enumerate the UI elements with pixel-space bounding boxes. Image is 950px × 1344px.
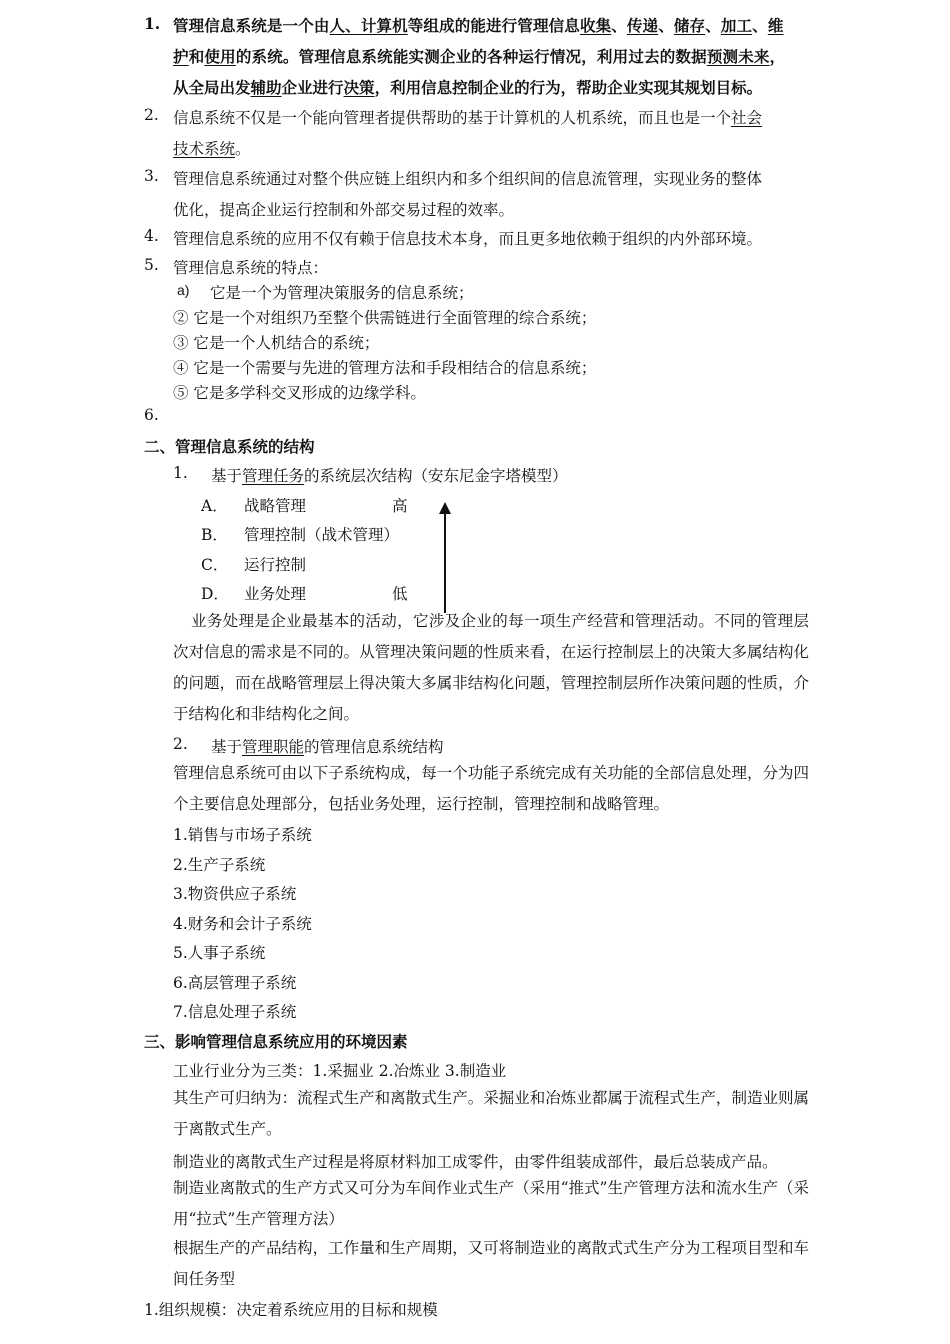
level-label: 战略管理 bbox=[244, 497, 307, 515]
subsystem-item: 2.生产子系统 bbox=[173, 856, 266, 874]
subsystem-item: 3.物资供应子系统 bbox=[173, 885, 297, 903]
item-1-line-2 bbox=[173, 45, 785, 67]
level-label: 业务处理 bbox=[244, 585, 307, 603]
underlined-term: 收集 bbox=[579, 16, 612, 35]
subsystem-item: 1.销售与市场子系统 bbox=[173, 826, 312, 844]
item-4-text: 管理信息系统的应用不仅有赖于信息技术本身，而且更多地依赖于组织的内外部环境。 bbox=[173, 230, 763, 248]
text-run: 和 bbox=[188, 47, 205, 66]
level-high-mark: 高 bbox=[392, 497, 408, 515]
text-run: 管理信息系统是一个由 bbox=[173, 16, 330, 35]
underlined-term: 储存 bbox=[673, 16, 706, 35]
item-1-line-1 bbox=[173, 14, 783, 36]
level-letter: C． bbox=[201, 556, 229, 574]
item-5-text: 管理信息系统的特点： bbox=[173, 259, 329, 277]
section-3-heading: 三、影响管理信息系统应用的环境因素 bbox=[144, 1032, 408, 1051]
underlined-term: 预测未来 bbox=[706, 47, 770, 66]
text-run: 、 bbox=[752, 16, 768, 35]
underlined-term: 维 bbox=[767, 16, 784, 35]
item-2-line-2 bbox=[173, 137, 251, 159]
subsection-2-number: 2. bbox=[173, 735, 188, 753]
function-paragraph: 管理信息系统可由以下子系统构成，每一个功能子系统完成有关功能的全部信息处理，分为四个主要信息处理部分，包括业务处理，运行控制，管理控制和战略管理。 bbox=[173, 764, 809, 813]
level-letter: D． bbox=[201, 585, 229, 603]
subsection-1-number: 1. bbox=[173, 464, 188, 482]
underlined-term: 决策 bbox=[343, 78, 375, 97]
text-run: 信息系统不仅是一个能向管理者提供帮助的基于计算机的人机系统，而且也是一个 bbox=[173, 109, 732, 127]
arrow-shaft bbox=[444, 511, 446, 613]
item-2-line-1 bbox=[173, 106, 762, 128]
factor-item-1: 1.组织规模：决定着系统应用的目标和规模 bbox=[144, 1301, 438, 1319]
section-2-heading: 二、管理信息系统的结构 bbox=[144, 437, 315, 456]
item-3-line-2: 优化，提高企业运行控制和外部交易过程的效率。 bbox=[173, 201, 515, 219]
underlined-term: 技术系统 bbox=[173, 140, 236, 158]
discrete-process-line: 制造业的离散式生产过程是将原材料加工成零件，由零件组装成部件，最后总装成产品。 bbox=[173, 1153, 778, 1171]
feature-a-marker: a) bbox=[177, 282, 190, 298]
item-1-line-3 bbox=[173, 76, 762, 98]
item-1-number: 1. bbox=[144, 14, 161, 33]
item-3-number: 3. bbox=[144, 167, 159, 185]
underlined-term: 人、计算机 bbox=[329, 16, 408, 35]
subsystem-item: 5.人事子系统 bbox=[173, 944, 266, 962]
underlined-term: 护 bbox=[173, 47, 189, 66]
level-letter: B． bbox=[201, 526, 228, 544]
text-run: 从全局出发 bbox=[173, 78, 251, 97]
feature-a-text: 它是一个为管理决策服务的信息系统； bbox=[210, 284, 474, 302]
level-low-mark: 低 bbox=[392, 585, 408, 603]
text-run: 企业进行 bbox=[281, 78, 344, 97]
text-run: 等组成的能进行管理信息 bbox=[407, 16, 580, 35]
feature-item: ④ 它是一个需要与先进的管理方法和手段相结合的信息系统； bbox=[173, 359, 597, 377]
text-run: 、 bbox=[611, 16, 627, 35]
item-2-number: 2. bbox=[144, 106, 159, 124]
structure-paragraph: 业务处理是企业最基本的活动，它涉及企业的每一项生产经营和管理活动。不同的管理层次对信息的需求是不同的。从管理决策问题的性质来看，在运行控制层上的决策大多属结构化的问题，而在战略管理层上得决策大多属非结构化问题，管理控制层所作决策问题的性质，介于结构化和非结构化之间。 bbox=[173, 612, 809, 723]
level-label: 管理控制（战术管理） bbox=[244, 526, 400, 544]
subsection-2-title: 基于管理职能的管理信息系统结构 bbox=[211, 738, 444, 756]
text-run: 的系统。管理信息系统能实测企业的各种运行情况，利用过去的数据 bbox=[235, 47, 707, 66]
item-3-line-1: 管理信息系统通过对整个供应链上组织内和多个组织间的信息流管理，实现业务的整体 bbox=[173, 170, 763, 188]
underlined-term: 辅助 bbox=[250, 78, 282, 97]
level-letter: A． bbox=[201, 497, 228, 515]
underlined-term: 使用 bbox=[204, 47, 236, 66]
underlined-term: 加工 bbox=[720, 16, 753, 35]
subsystem-item: 7.信息处理子系统 bbox=[173, 1003, 297, 1021]
text-run: 。 bbox=[235, 140, 251, 158]
subsystem-item: 6.高层管理子系统 bbox=[173, 974, 297, 992]
subsystem-item: 4.财务和会计子系统 bbox=[173, 915, 312, 933]
item-6-number: 6. bbox=[144, 406, 159, 424]
text-run: 、 bbox=[658, 16, 674, 35]
text-run: 、 bbox=[705, 16, 721, 35]
feature-item: ⑤ 它是多学科交叉形成的边缘学科。 bbox=[173, 384, 426, 402]
underlined-term: 社会 bbox=[731, 109, 763, 127]
production-classification-paragraph: 根据生产的产品结构，工作量和生产周期，又可将制造业的离散式式生产分为工程项目型和车间任务型 bbox=[173, 1239, 809, 1288]
production-mode-paragraph: 制造业离散式的生产方式又可分为车间作业式生产（采用“推式”生产管理方法和流水生产（采用“拉式”生产管理方法） bbox=[173, 1179, 809, 1228]
text-run: ，利用信息控制企业的行为，帮助企业实现其规划目标。 bbox=[374, 78, 763, 97]
underlined-term: 传递 bbox=[626, 16, 659, 35]
industry-types-line: 工业行业分为三类：1.采掘业 2.冶炼业 3.制造业 bbox=[173, 1062, 507, 1080]
feature-item: ③ 它是一个人机结合的系统； bbox=[173, 334, 380, 352]
item-5-number: 5. bbox=[144, 256, 159, 274]
feature-item: ② 它是一个对组织乃至整个供需链进行全面管理的综合系统； bbox=[173, 309, 597, 327]
item-4-number: 4. bbox=[144, 227, 159, 245]
level-label: 运行控制 bbox=[244, 556, 307, 574]
text-run: ， bbox=[769, 47, 786, 66]
production-paragraph: 其生产可归纳为：流程式生产和离散式生产。采掘业和冶炼业都属于流程式生产，制造业则属于离散式生产。 bbox=[173, 1089, 809, 1138]
subsection-1-title: 基于管理任务的系统层次结构（安东尼金字塔模型） bbox=[211, 467, 568, 485]
